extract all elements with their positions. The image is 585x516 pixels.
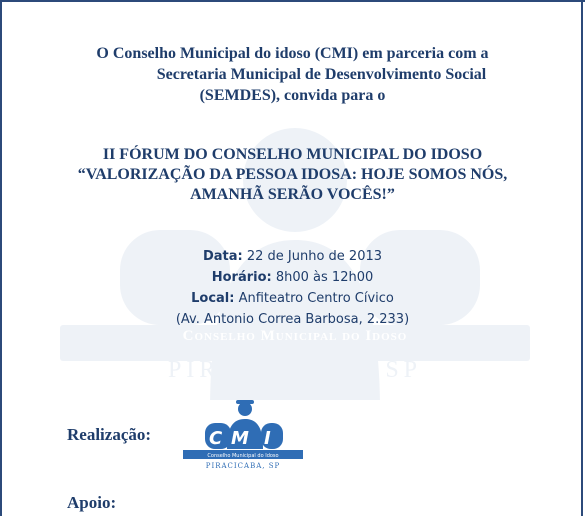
place-label: Local:	[191, 291, 235, 306]
logo-subtitle: Conselho Municipal do Idoso	[207, 453, 279, 459]
cmi-logo	[183, 397, 303, 473]
forum-line-2: “VALORIZAÇÃO DA PESSOA IDOSA: HOJE SOMOS NÓS,	[77, 166, 508, 183]
watermark-city: PIRACICABA, SP	[167, 357, 423, 383]
date-value: 22 de Junho de 2013	[246, 249, 383, 264]
place-value: Anfiteatro Centro Cívico	[238, 291, 394, 306]
cmi-logo-graphic	[183, 397, 303, 473]
event-address: (Av. Antonio Correa Barbosa, 2.233)	[175, 312, 410, 327]
apoio-heading: Apoio:	[67, 493, 117, 512]
logo-city: PIRACICABA, SP	[205, 462, 281, 470]
event-place	[120, 288, 465, 309]
intro-line-3: (SEMDES), convida para o	[199, 87, 386, 104]
logo-letter-c: C	[209, 428, 223, 449]
realizacao-heading: Realização:	[67, 425, 152, 444]
forum-title	[40, 145, 545, 205]
intro-line-1: O Conselho Municipal do idoso (CMI) em parceria com a	[96, 45, 489, 62]
event-details	[120, 246, 465, 330]
intro-line-2: Secretaria Municipal de Desenvolvimento Social	[156, 66, 487, 83]
logo-letter-m: M	[231, 428, 249, 449]
event-time	[120, 267, 465, 288]
event-date	[120, 246, 465, 267]
time-label: Horário:	[211, 270, 272, 285]
date-label: Data:	[202, 249, 243, 264]
forum-line-3: AMANHÃ SERÃO VOCÊS!”	[190, 186, 395, 203]
watermark-title: Conselho Municipal do Idoso	[182, 328, 408, 344]
time-value: 8h00 às 12h00	[275, 270, 374, 285]
intro-paragraph	[40, 43, 545, 106]
forum-line-1: II FÓRUM DO CONSELHO MUNICIPAL DO IDOSO	[102, 146, 483, 163]
logo-letter-i: I	[264, 428, 271, 449]
